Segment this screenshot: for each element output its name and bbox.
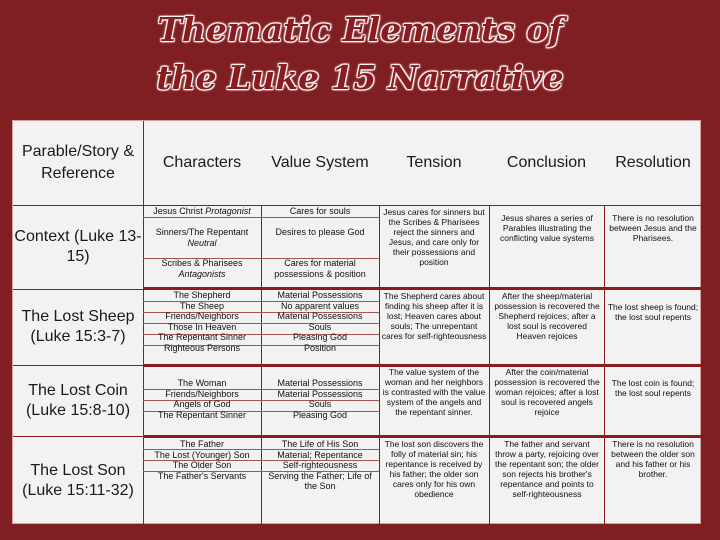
row-label-lost-son: The Lost Son (Luke 15:11-32) [22, 462, 134, 499]
header-value-system: Value System [271, 154, 369, 171]
sheep-tension: The Shepherd cares about finding his sheep after it is lost; Heaven cares about souls; The unrepentant cares for self-righteousness [381, 291, 487, 341]
value-item: Material Possessions [277, 311, 363, 321]
row-label-lost-sheep: The Lost Sheep (Luke 15:3-7) [21, 308, 135, 345]
character-role: Neutral [187, 237, 217, 248]
character-name: The Repentant Sinner [157, 409, 247, 420]
coin-conclusion: After the coin/material possession is recovered the woman rejoices; after a lost soul is recovered angels rejoice [494, 367, 600, 417]
header-characters: Characters [162, 154, 242, 171]
character-name: Sinners/The Repentant [155, 227, 249, 237]
context-tension: Jesus cares for sinners but the Scribes & Pharisees reject the sinners and Jesus, and care only for their possessions and position [383, 207, 485, 267]
value-item: Material Possessions [277, 378, 363, 388]
character-name: The Father's Servants [157, 470, 247, 481]
value-item: The Life of His Son [281, 439, 359, 449]
context-conclusion: Jesus shares a series of Parables illustrating the conflicting value systems [499, 213, 594, 243]
header-resolution: Resolution [615, 154, 691, 171]
header-tension: Tension [406, 154, 462, 171]
coin-characters [144, 378, 260, 420]
value-item: Material Possessions [277, 290, 363, 300]
character-name: The Older Son [172, 460, 232, 470]
context-values [262, 206, 378, 279]
value-item: Souls [308, 321, 332, 332]
coin-tension: The value system of the woman and her neighbors is contrasted with the value system of the angels and the repentant sinner. [382, 367, 486, 417]
value-item: Souls [308, 399, 332, 409]
value-item: Material; Repentance [277, 449, 363, 460]
context-characters [144, 206, 260, 279]
character-name: Friends/Neighbors [165, 311, 239, 321]
context-resolution: There is no resolution between Jesus and the Pharisees. [609, 213, 697, 243]
character-name: Righteous Persons [163, 342, 241, 353]
character-name: The Shepherd [173, 290, 231, 300]
sheep-values [262, 290, 378, 353]
row-label-lost-coin: The Lost Coin (Luke 15:8-10) [25, 381, 131, 419]
thematic-table [12, 120, 701, 524]
character-name: The Lost (Younger) Son [154, 449, 250, 460]
character-name: Those In Heaven [167, 321, 237, 332]
slide-title [0, 6, 720, 102]
son-tension: The lost son discovers the folly of material sin; his repentance is received by his father; the older son cares only for his own obedience [384, 439, 484, 499]
character-name: Angels of God [173, 399, 231, 409]
character-name: The Father [179, 439, 225, 449]
coin-resolution: The lost coin is found; the lost soul repents [611, 378, 695, 398]
coin-values [262, 378, 378, 420]
sheep-conclusion: After the sheep/material possession is recovered the Shepherd rejoices; after a lost soul is recovered Heaven rejoices [494, 291, 600, 341]
character-name: Scribes & Pharisees [161, 258, 243, 268]
value-item: Self-righteousness [282, 460, 358, 470]
son-conclusion: The father and servant throw a party, rejoicing over the repentant son; the older son rejects his brother's repentance and points to self-righteousness [495, 439, 599, 499]
son-resolution: There is no resolution between the older son and his father or his brother. [611, 439, 695, 479]
value-item: Material Possessions [277, 388, 363, 399]
character-name: Friends/Neighbors [165, 388, 239, 399]
character-name: The Repentant Sinner [157, 332, 247, 342]
header-parable: Parable/Story & Reference [21, 143, 135, 182]
son-values [262, 439, 378, 492]
value-item: Pleasing God [292, 332, 348, 342]
value-item: Serving the Father; Life of the Son [268, 470, 372, 491]
title-line-2: the Luke 15 Narrative [156, 58, 564, 97]
value-item: Cares for souls [289, 206, 351, 216]
row-label-context: Context (Luke 13-15) [14, 228, 142, 265]
sheep-resolution: The lost sheep is found; the lost soul repents [607, 302, 699, 322]
value-item: Pleasing God [292, 409, 348, 420]
value-item: Desires to please God [275, 227, 365, 237]
sheep-characters [144, 290, 260, 353]
header-conclusion: Conclusion [506, 154, 587, 171]
value-item: Cares for material possessions & position [274, 258, 366, 279]
character-name: The Woman [177, 378, 227, 388]
character-role: Protagonist [205, 206, 251, 216]
son-characters [144, 439, 260, 481]
character-name: The Sheep [179, 300, 225, 311]
character-role: Antagonists [178, 268, 226, 279]
character-name: Jesus Christ [153, 206, 203, 216]
title-line-1: Thematic Elements of [157, 10, 563, 49]
value-item: Position [303, 342, 337, 353]
value-item: No apparent values [280, 300, 360, 311]
row-divider-band [143, 435, 702, 438]
